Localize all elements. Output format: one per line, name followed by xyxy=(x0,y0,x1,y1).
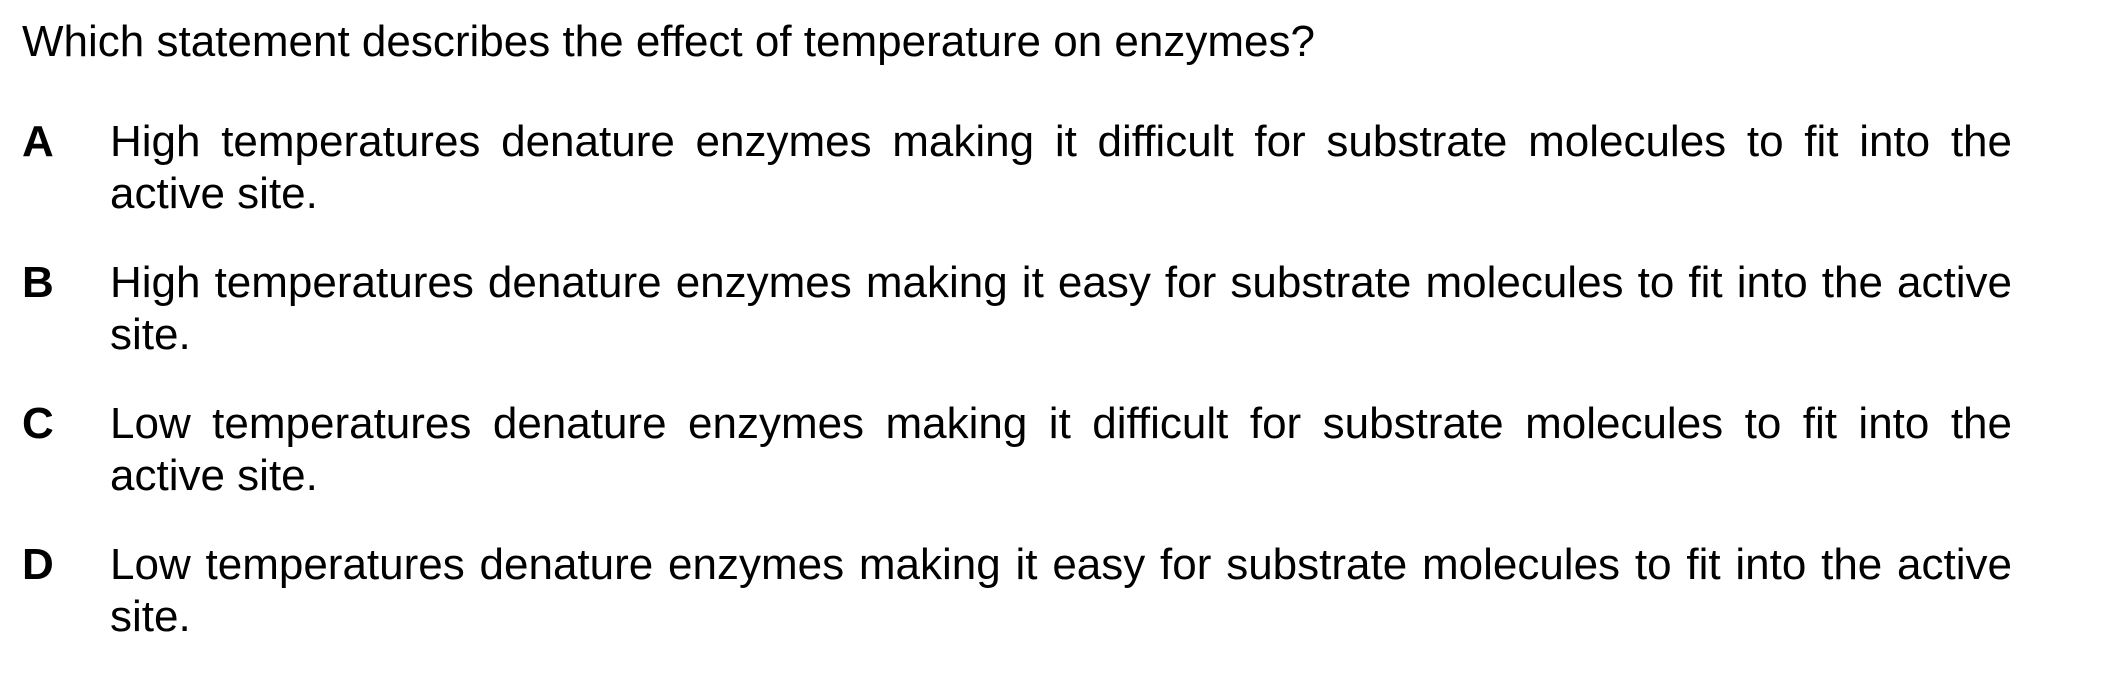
option-letter: A xyxy=(22,117,54,166)
option-text: High temperatures denature enzymes making it easy for substrate molecules to fit into the active site. xyxy=(110,258,2012,359)
option-text: Low temperatures denature enzymes making it difficult for substrate molecules to fit into the active site. xyxy=(110,399,2012,500)
option-d[interactable] xyxy=(22,539,2012,643)
option-letter: D xyxy=(22,540,54,589)
option-b[interactable] xyxy=(22,257,2012,361)
option-letter: B xyxy=(22,258,54,307)
option-text: Low temperatures denature enzymes making it easy for substrate molecules to fit into the active site. xyxy=(110,540,2012,641)
option-c[interactable] xyxy=(22,398,2012,502)
option-a[interactable] xyxy=(22,116,2012,220)
option-text: High temperatures denature enzymes making it difficult for substrate molecules to fit into the active site. xyxy=(110,117,2012,218)
question-stem: Which statement describes the effect of temperature on enzymes? xyxy=(22,17,1315,66)
option-letter: C xyxy=(22,399,54,448)
answer-options xyxy=(22,116,2012,680)
